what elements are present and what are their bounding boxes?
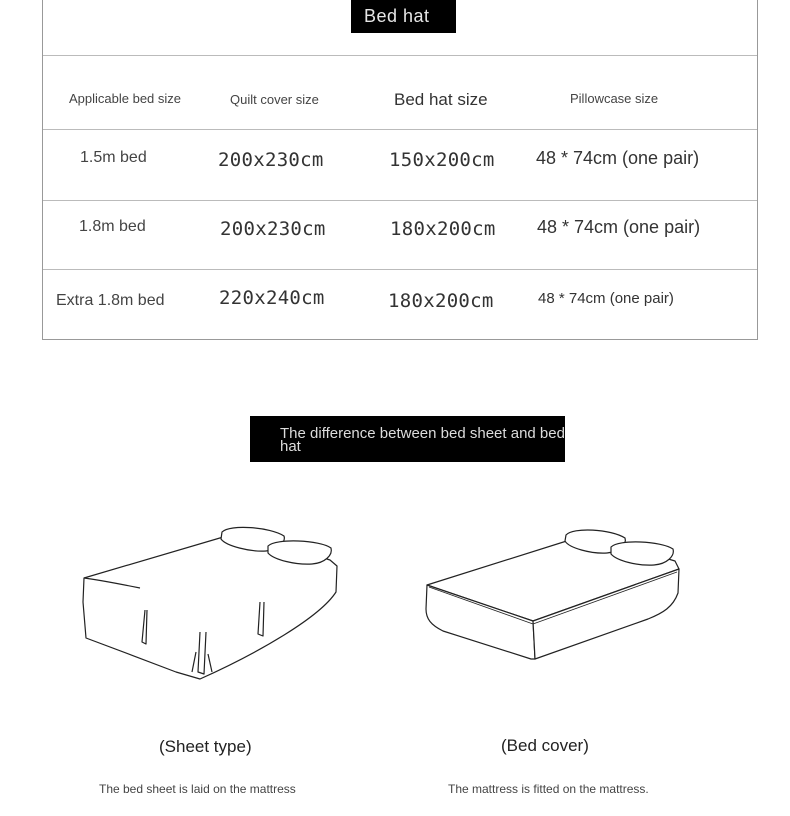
- header-pillowcase: Pillowcase size: [570, 91, 659, 106]
- row-quilt-size: 200x230cm: [220, 218, 326, 240]
- comparison-title: The difference between bed sheet and bed hat: [250, 416, 565, 462]
- row-hat-size: 150x200cm: [389, 149, 495, 171]
- row-pillow-size: 48 * 74cm (one pair): [537, 217, 701, 237]
- bed-cover-caption: (Bed cover): [501, 736, 589, 755]
- table-divider: [43, 129, 757, 130]
- header-bed-hat: Bed hat size: [394, 90, 488, 109]
- bed-hat-illustration: [423, 527, 683, 667]
- row-bed-size: Extra 1.8m bed: [56, 292, 165, 309]
- bed-sheet-illustration: [80, 522, 340, 682]
- row-pillow-size: 48 * 74cm (one pair): [536, 148, 700, 168]
- sheet-type-description: The bed sheet is laid on the mattress: [99, 782, 296, 796]
- row-hat-size: 180x200cm: [388, 290, 494, 312]
- row-pillow-size: 48 * 74cm (one pair): [538, 290, 674, 307]
- table-divider: [43, 200, 757, 201]
- row-quilt-size: 200x230cm: [218, 149, 324, 171]
- row-bed-size: 1.5m bed: [80, 149, 147, 166]
- sheet-type-caption: (Sheet type): [159, 737, 252, 756]
- bed-cover-description: The mattress is fitted on the mattress.: [448, 782, 649, 796]
- table-divider: [43, 55, 757, 56]
- header-bed-size: Applicable bed size: [69, 91, 182, 106]
- row-quilt-size: 220x240cm: [219, 287, 325, 309]
- table-divider: [43, 269, 757, 270]
- table-title: Bed hat: [351, 0, 456, 33]
- row-bed-size: 1.8m bed: [79, 218, 146, 235]
- row-hat-size: 180x200cm: [390, 218, 496, 240]
- header-quilt-cover: Quilt cover size: [230, 92, 319, 107]
